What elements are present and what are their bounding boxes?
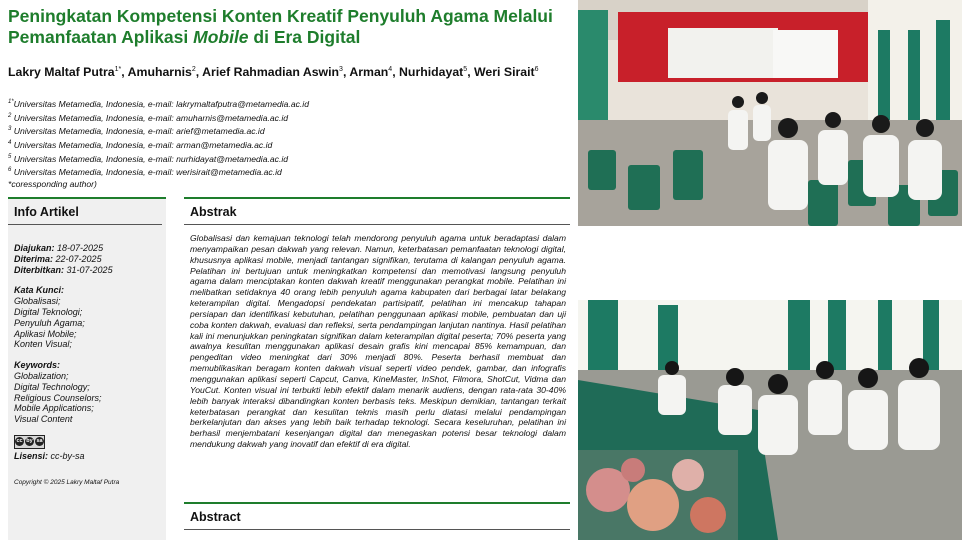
affiliation-line: $^4$ Universitas Metamedia, Indonesia, e-mail: arman@metamedia.ac.id [8, 139, 273, 150]
participants-workshop-photo [578, 300, 962, 540]
affiliation-line: $^{1*}$Universitas Metamedia, Indonesia, e-mail: lakrymaltafputra@metamedia.ac.id [8, 98, 309, 109]
author-name: Arman [349, 65, 389, 80]
abstrak-body: Globalisasi dan kemajuan teknologi telah mendorong penyuluh agama untuk beradaptasi dalam menyampaikan pesan dakwah yang relevan. Namun, keterbatasan pemanfaatan teknologi digital, khususnya aplikasi mobile, menjadi tantangan signifikan, terutama di kalangan penyuluh agama. Pelatihan ini bertujuan untuk meningkatkan kompetensi dan memotivasi langsung penyuluh agama dalam menciptakan konten dakwah kreatif menggunakan perangkat mobile. Pelatihan ini melibatkan setidaknya 40 orang lebih penyuluh agama kabupaten dari berbagai latar belakang keterampilan digital. Mengadopsi pendekatan partisipatif, pelatihan ini mencakup tahapan persiapan dan identifikasi kebutuhan, pelatihan penggunaan aplikasi mobile, pembuatan dan uji coba konten dakwah, evaluasi dan refleksi, serta pendampingan lanjutan nantinya. Hasil pelatihan kali ini menunjukkan peningkatan signifikan dalam keterampilan digital peserta; 70% peserta yang awalnya kesulitan menggunakan aplikasi desain grafis kini mencapai 85% kemampuan, dan pengeditan video meningkat dari 30% menjadi 80%. Peserta berhasil membuat dan memublikasikan beragam konten dakwah visual seperti video pendek, gambar, dan infografis menggunakan aplikasi seperti Capcut, Canva, KineMaster, InShot, Filmora, ShotCut, Vidma dan YouCut. Konten visual ini terbukti lebih efektif dalam menarik audiens, dengan rata-rata 30-40% lebih banyak interaksi dibandingkan konten berbasis teks. Meskipun demikian, tantangan terkait keterbatasan perangkat dan kesulitan teknis masih perlu diatasi melalui pendampingan berkelanjutan dan akses yang lebih baik terhadap teknologi. Secara keseluruhan, pelatihan ini berhasil menjembatani kesenjangan digital dan menegaskan potensi besar teknologi dalam mendukung dakwah yang inovatif dan efektif di era digital. [190, 233, 566, 450]
copyright-text: Copyright © 2025 Lakry Maltaf Putra [14, 478, 120, 486]
author-list: Lakry Maltaf Putra$^{1*}$, Amuharnis$^2$, Arief Rahmadian Aswin$^3$, Arman$^4$, Nurhidayat$^5$, Weri Sirait$^6$ [8, 65, 539, 80]
keywords-list: Globalization; Digital Technology; Religious Counselors; Mobile Applications; Visual Content [14, 370, 102, 425]
author-name: Arief Rahmadian Aswin [202, 65, 340, 80]
author-name: Amuharnis [127, 65, 192, 80]
author-name: Lakry Maltaf Putra [8, 65, 115, 80]
article-info-heading: Info Artikel [8, 199, 162, 225]
affiliation-line: $^6$ Universitas Metamedia, Indonesia, e-mail: werisirait@metamedia.ac.id [8, 167, 282, 178]
abstract-section [184, 502, 570, 530]
cc-license-icon[interactable]: cc by sa [14, 435, 45, 449]
abstrak-section [184, 197, 570, 450]
kata-kunci-heading: Kata Kunci: [14, 285, 65, 296]
kata-kunci-list: Globalisasi; Digital Teknologi; Penyuluh Agama; Aplikasi Mobile; Konten Visual; [14, 296, 85, 350]
abstrak-heading: Abstrak [184, 199, 570, 225]
affiliation-line: $^2$ Universitas Metamedia, Indonesia, e-mail: amuharnis@metamedia.ac.id [8, 112, 289, 123]
affiliation-line: $^5$ Universitas Metamedia, Indonesia, e-mail: nurhidayat@metamedia.ac.id [8, 153, 289, 164]
abstract-heading: Abstract [184, 504, 570, 530]
author-name: Weri Sirait [474, 65, 535, 80]
article-dates: Diajukan: 18-07-2025 Diterima: 22-07-2025 Diterbitkan: 31-07-2025 [14, 243, 113, 275]
affiliation-list [8, 97, 568, 191]
affiliation-line: $^3$ Universitas Metamedia, Indonesia, e-mail: arief@metamedia.ac.id [8, 126, 265, 137]
author-name: Nurhidayat [399, 65, 464, 80]
article-info-panel [8, 197, 166, 540]
corresponding-note: *coressponding author) [8, 178, 97, 189]
paper-title: Peningkatan Kompetensi Konten Kreatif Penyuluh Agama Melalui Pemanfaatan Aplikasi Mobile di Era Digital [8, 6, 553, 47]
training-hall-photo [578, 0, 962, 226]
license-text: Lisensi: cc-by-sa [14, 450, 85, 461]
keywords-heading: Keywords: [14, 360, 61, 371]
